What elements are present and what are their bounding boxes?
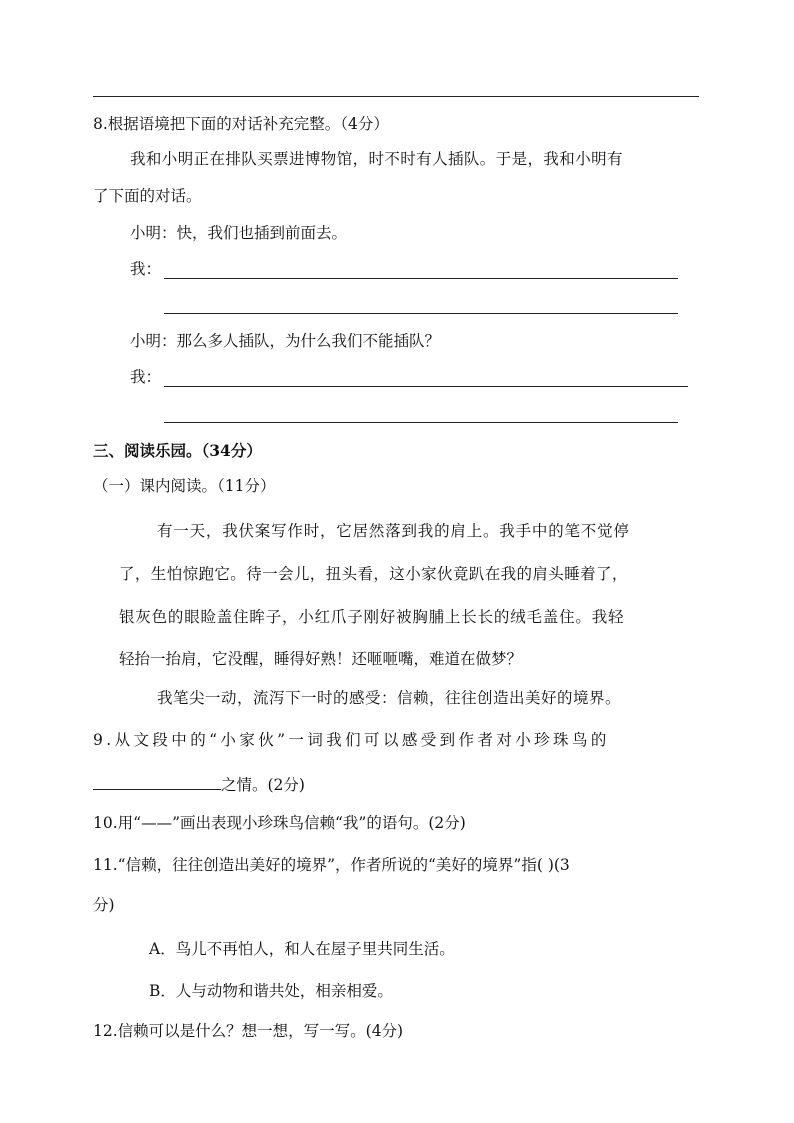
q8-xiaoming-line2: 小明：那么多人插队，为什么我们不能插队？ xyxy=(130,332,441,350)
passage-line: 有一天，我伏案写作时，它居然落到我的肩上。我手中的笔不觉停 xyxy=(157,522,630,540)
q11-line2: 分) xyxy=(93,896,115,914)
passage-line: 了，生怕惊跑它。待一会儿，扭头看，这小家伙竟趴在我的肩头睡着了， xyxy=(119,565,628,583)
q10-text: 10.用“——”画出表现小珍珠鸟信赖“我”的语句。(2分) xyxy=(93,814,466,832)
q8-context-line1: 我和小明正在排队买票进博物馆，时不时有人插队。于是，我和小明有 xyxy=(130,150,623,168)
answer-blank-2b[interactable] xyxy=(164,422,678,423)
answer-blank-1a[interactable] xyxy=(164,278,678,279)
section3-subheading: （一）课内阅读。（11分） xyxy=(93,477,276,495)
header-rule xyxy=(93,96,699,97)
q8-me-label1: 我： xyxy=(130,260,162,278)
q8-xiaoming-line1: 小明：快，我们也插到前面去。 xyxy=(130,224,348,242)
q9-line2-suffix: 之情。(2分) xyxy=(221,776,305,794)
q8-me-label2: 我： xyxy=(130,368,162,386)
passage-line: 银灰色的眼睑盖住眸子，小红爪子刚好被胸脯上长长的绒毛盖住。我轻 xyxy=(119,608,625,626)
q8-title: 8.根据语境把下面的对话补充完整。（4分） xyxy=(93,115,389,133)
q9-line1: 9.从文段中的“小家伙”一词我们可以感受到作者对小珍珠鸟的 xyxy=(93,731,610,749)
passage-line: 我笔尖一动，流泻下一时的感受：信赖，往往创造出美好的境界。 xyxy=(157,689,622,707)
q11-option-a[interactable]: A．鸟儿不再怕人，和人在屋子里共同生活。 xyxy=(149,940,455,958)
q8-context-line2: 了下面的对话。 xyxy=(93,187,202,205)
q12-text: 12.信赖可以是什么？想一想，写一写。(4分) xyxy=(93,1022,404,1040)
section3-heading: 三、阅读乐园。（34分） xyxy=(93,441,262,460)
answer-blank-1b[interactable] xyxy=(164,313,678,314)
q9-line2 xyxy=(93,775,305,794)
passage-line: 轻抬一抬肩，它没醒，睡得好熟！还咂咂嘴，难道在做梦？ xyxy=(119,650,523,668)
answer-blank-2a[interactable] xyxy=(164,386,688,387)
q9-answer-blank[interactable] xyxy=(93,775,221,790)
q11-line1: 11.“信赖，往往创造出美好的境界”，作者所说的“美好的境界”指( )(3 xyxy=(93,856,570,874)
q11-option-b[interactable]: B．人与动物和谐共处，相亲相爱。 xyxy=(149,982,393,1000)
